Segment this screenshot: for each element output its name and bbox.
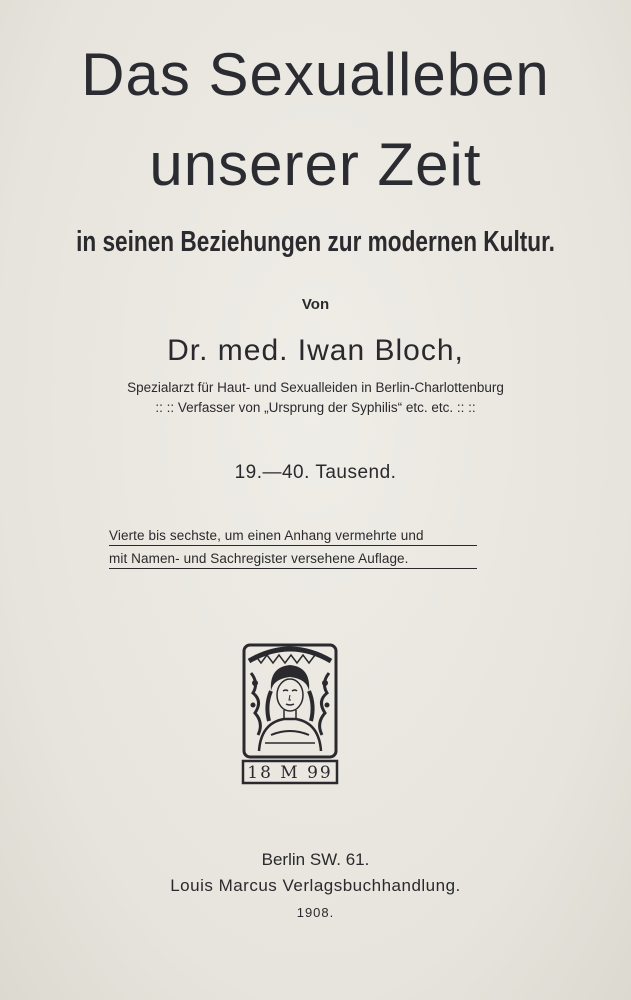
edition-note [109, 528, 477, 574]
by-label: Von [301, 296, 330, 313]
publisher-city: Berlin SW. 61. [261, 850, 370, 869]
publisher-logo [241, 643, 339, 785]
subtitle: in seinen Beziehungen zur modernen Kultur. [76, 226, 555, 258]
publisher-name: Louis Marcus Verlagsbuchhandlung. [170, 876, 461, 895]
publication-year: 1908. [296, 905, 335, 920]
title-line-2: unserer Zeit [149, 131, 482, 198]
author-credential-1: Spezialarzt für Haut- und Sexualleiden in Berlin-Charlottenburg [127, 380, 504, 395]
logo-year-text: 18 M 99 [247, 763, 333, 783]
print-run: 19.—40. Tausend. [234, 462, 397, 483]
author-credential-2: :: :: Verfasser von „Ursprung der Syphilis“ etc. etc. :: :: [155, 400, 476, 415]
edition-note-line-1: Vierte bis sechste, um einen Anhang vermehrte und [109, 528, 477, 546]
edition-note-line-2: mit Namen- und Sachregister versehene Auflage. [109, 551, 477, 569]
author-name: Dr. med. Iwan Bloch, [167, 334, 464, 367]
title-line-1: Das Sexualleben [81, 41, 550, 108]
